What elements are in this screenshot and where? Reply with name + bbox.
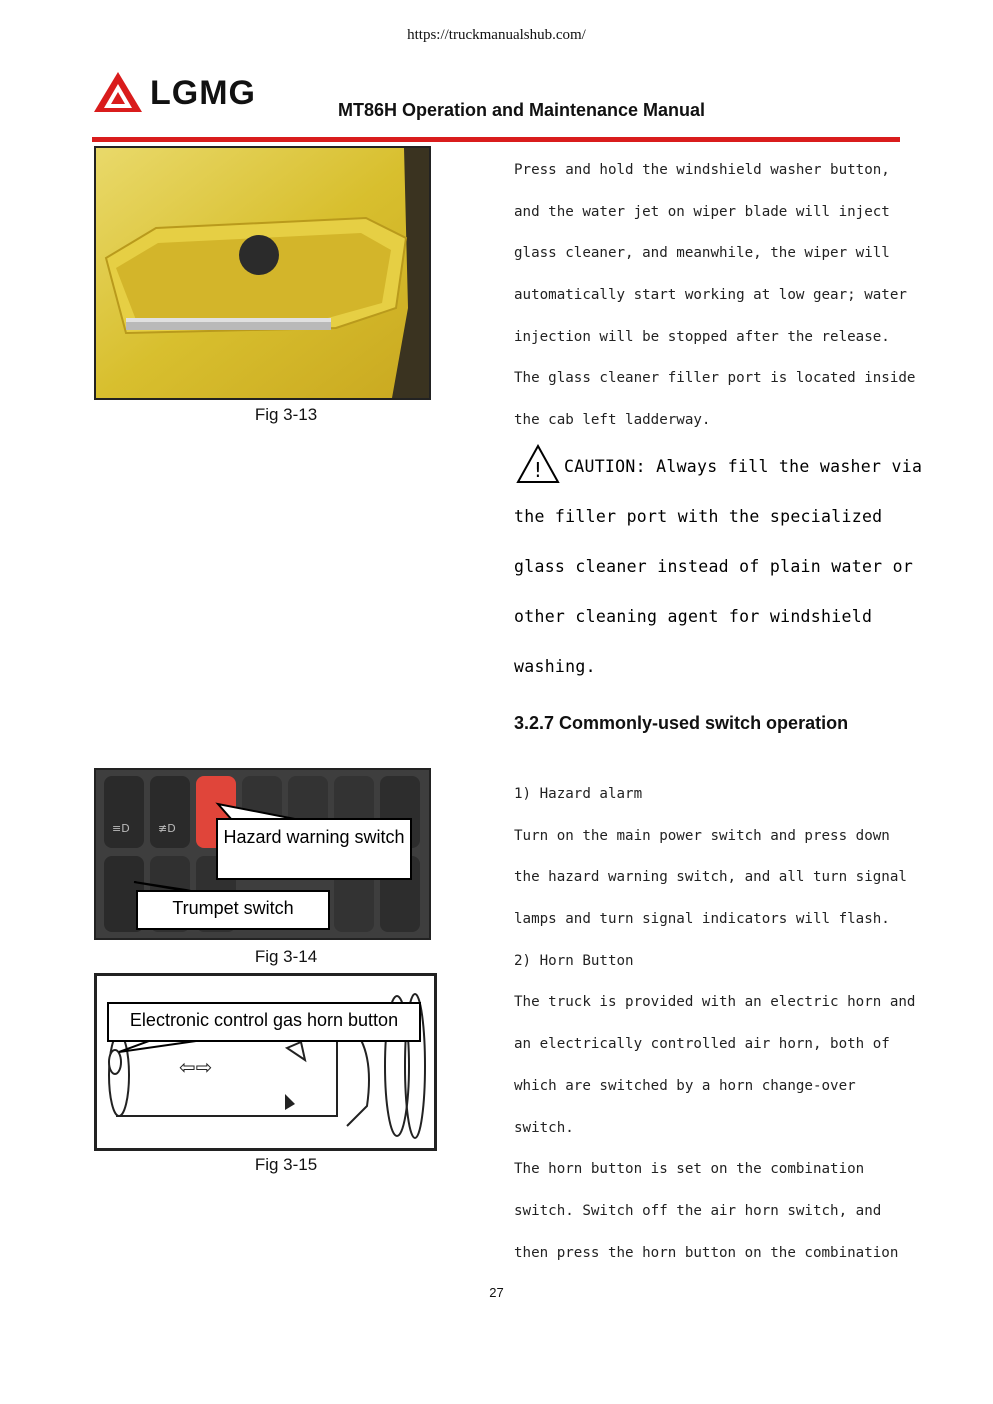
text-line: and the water jet on wiper blade will inject — [514, 203, 890, 220]
text-line: switch. Switch off the air horn switch, and — [514, 1202, 882, 1219]
text-line: The truck is provided with an electric horn and — [514, 994, 916, 1011]
caution-line: other cleaning agent for windshield — [514, 607, 873, 626]
washer-paragraph — [514, 150, 916, 442]
warning-triangle-icon — [516, 444, 560, 484]
text-line: which are switched by a horn change-over — [514, 1077, 856, 1094]
text-line: then press the horn button on the combination — [514, 1244, 899, 1261]
gas-horn-button-callout: Electronic control gas horn button — [107, 1002, 421, 1042]
page-number: 27 — [489, 1285, 504, 1300]
caution-line: washing. — [514, 657, 596, 676]
brand-wordmark: LGMG — [150, 74, 256, 112]
source-url: https://truckmanualshub.com/ — [407, 27, 586, 43]
ladderway-photo — [96, 148, 429, 398]
text-line: switch. — [514, 1119, 574, 1136]
figure-3-14 — [94, 768, 431, 940]
text-line: The horn button is set on the combination — [514, 1161, 865, 1178]
caution-line: glass cleaner instead of plain water or — [514, 557, 914, 576]
switch-operation-text — [514, 774, 916, 1274]
figure-caption: Fig 3-15 — [254, 1155, 318, 1174]
trumpet-switch-callout: Trumpet switch — [136, 890, 330, 930]
text-line: an electrically controlled air horn, both of — [514, 1036, 890, 1053]
caution-note — [514, 442, 923, 692]
manual-title: MT86H Operation and Maintenance Manual — [338, 100, 706, 120]
text-line: the hazard warning switch, and all turn signal — [514, 869, 907, 886]
text-line: Turn on the main power switch and press down — [514, 827, 890, 844]
svg-text:!: ! — [533, 458, 543, 482]
figure-caption: Fig 3-14 — [254, 947, 318, 966]
figure-3-15 — [94, 973, 437, 1151]
header-divider — [92, 137, 900, 142]
svg-text:≢D: ≢D — [158, 822, 176, 835]
text-line: lamps and turn signal indicators will flash. — [514, 911, 890, 928]
section-heading: 3.2.7 Commonly-used switch operation — [514, 713, 849, 733]
brand-logo — [94, 70, 274, 114]
svg-text:⇦⇨: ⇦⇨ — [179, 1055, 213, 1079]
text-line: the cab left ladderway. — [514, 412, 711, 429]
hazard-warning-callout: Hazard warning switch — [216, 818, 412, 880]
text-line: The glass cleaner filler port is located inside — [514, 370, 916, 387]
svg-text:≡D: ≡D — [112, 822, 130, 835]
caution-line: the filler port with the specialized — [514, 507, 883, 526]
text-line: Press and hold the windshield washer button, — [514, 162, 890, 178]
text-line: automatically start working at low gear; water — [514, 287, 907, 304]
figure-3-13 — [94, 146, 431, 400]
text-line: injection will be stopped after the release. — [514, 328, 890, 345]
figure-caption: Fig 3-13 — [254, 405, 318, 424]
caution-first-line: ! CAUTION: Always fill the washer via — [514, 442, 904, 492]
text-line: glass cleaner, and meanwhile, the wiper will — [514, 245, 890, 262]
text-line: 2) Horn Button — [514, 952, 634, 969]
text-line: 1) Hazard alarm — [514, 786, 643, 802]
